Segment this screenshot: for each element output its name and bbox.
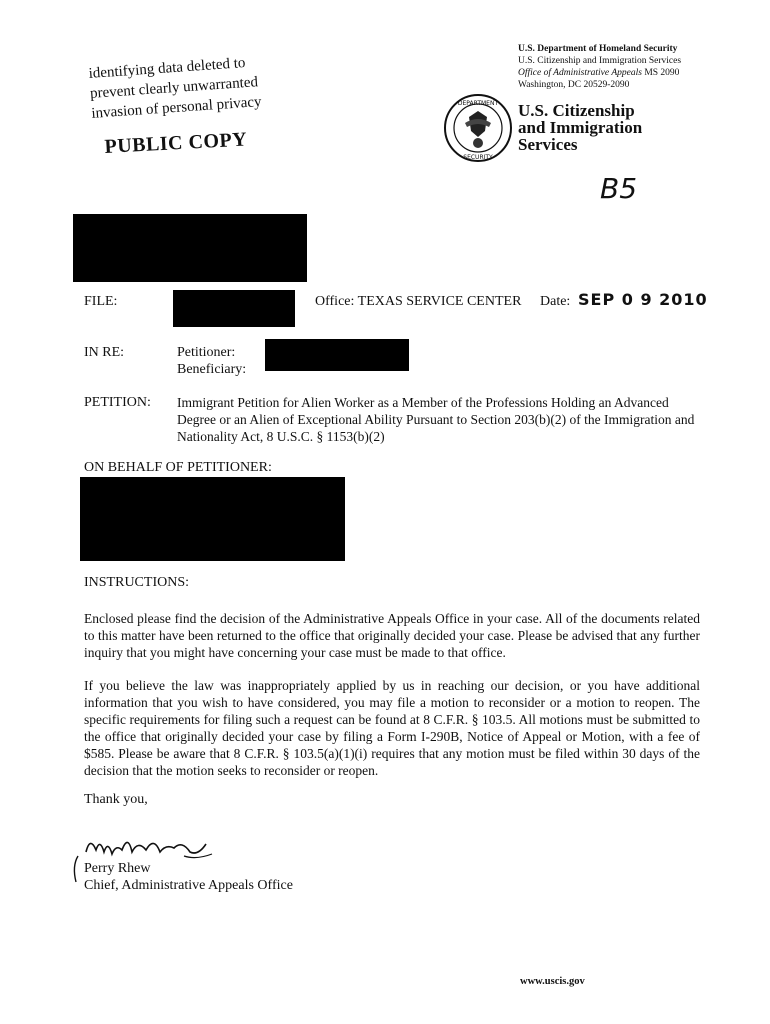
instructions-heading: INSTRUCTIONS: bbox=[84, 575, 190, 590]
privacy-stamp-line-1: identifying data deleted to bbox=[88, 55, 246, 82]
paragraph-2: If you believe the law was inappropriately applied by us in reaching our decision, or you have additional information that you wish to have considered, you may file a motion to reconsider or a motion to reopen. The specific requirements for filing such a request can be found at 8 C.F.R. § 103.5. All motions must be submitted to the office that originally decided your case by filing a Form I-290B, Notice of Appeal or Motion, with a fee of $585. Please be aware that 8 C.F.R. § 103.5(a)(1)(i) requires that any motion must be filed within 30 days of the decision that the motion seeks to reconsider or reopen. bbox=[84, 678, 700, 778]
agency-name bbox=[518, 102, 642, 153]
date-label: Date: bbox=[540, 294, 571, 309]
office-field: Office: TEXAS SERVICE CENTER bbox=[315, 294, 522, 309]
svg-text:DEPARTMENT: DEPARTMENT bbox=[457, 100, 499, 107]
redaction-box bbox=[73, 214, 307, 282]
signer-title: Chief, Administrative Appeals Office bbox=[84, 878, 293, 893]
redaction-box bbox=[173, 290, 295, 327]
svg-text:SECURITY: SECURITY bbox=[463, 154, 493, 161]
public-copy-stamp: PUBLIC COPY bbox=[104, 128, 248, 158]
on-behalf-label: ON BEHALF OF PETITIONER: bbox=[84, 460, 272, 475]
office-ms: MS 2090 bbox=[641, 68, 680, 78]
office-line bbox=[518, 67, 758, 79]
file-label: FILE: bbox=[84, 294, 118, 309]
office-name: Office of Administrative Appeals bbox=[518, 68, 642, 78]
petition-text: Immigrant Petition for Alien Worker as a Member of the Professions Holding an Advanced Degree or an Alien of Exceptional Ability Pursuant to Section 203(b)(2) of the Immigration and Nationality Act, 8 U.S.C. § 1153(b)(2) bbox=[177, 395, 695, 444]
privacy-stamp-line-2: prevent clearly unwarranted bbox=[89, 74, 259, 102]
privacy-stamp-line-3: invasion of personal privacy bbox=[90, 94, 263, 122]
petition-label: PETITION: bbox=[84, 395, 151, 410]
agency-line: U.S. Citizenship and Immigration Services bbox=[518, 56, 682, 66]
signer-name: Perry Rhew bbox=[84, 861, 151, 876]
agency-name-line-3: Services bbox=[518, 135, 578, 154]
agency-name-line-1: U.S. Citizenship bbox=[518, 101, 635, 120]
in-re-label: IN RE: bbox=[84, 345, 125, 360]
agency-address: Washington, DC 20529-2090 bbox=[518, 80, 630, 90]
closing: Thank you, bbox=[84, 792, 148, 807]
redaction-box bbox=[265, 339, 409, 371]
petitioner-label: Petitioner: bbox=[177, 345, 236, 360]
beneficiary-label: Beneficiary: bbox=[177, 362, 247, 377]
footer-url: www.uscis.gov bbox=[520, 976, 585, 987]
dhs-seal-icon bbox=[443, 93, 513, 163]
department-name: U.S. Department of Homeland Security bbox=[518, 44, 678, 54]
privacy-stamp bbox=[88, 49, 312, 124]
redaction-box bbox=[80, 477, 345, 561]
date-stamp: SEP 0 9 2010 bbox=[578, 290, 708, 309]
paragraph-1: Enclosed please find the decision of the Administrative Appeals Office in your case. All of the documents related to this matter have been returned to the office that originally decided your case. Please be advised that any further inquiry that you might have concerning your case must be made to that office. bbox=[84, 611, 700, 660]
agency-address-block bbox=[518, 43, 758, 91]
handwritten-code: B5 bbox=[600, 172, 638, 205]
agency-name-line-2: and Immigration bbox=[518, 118, 643, 137]
